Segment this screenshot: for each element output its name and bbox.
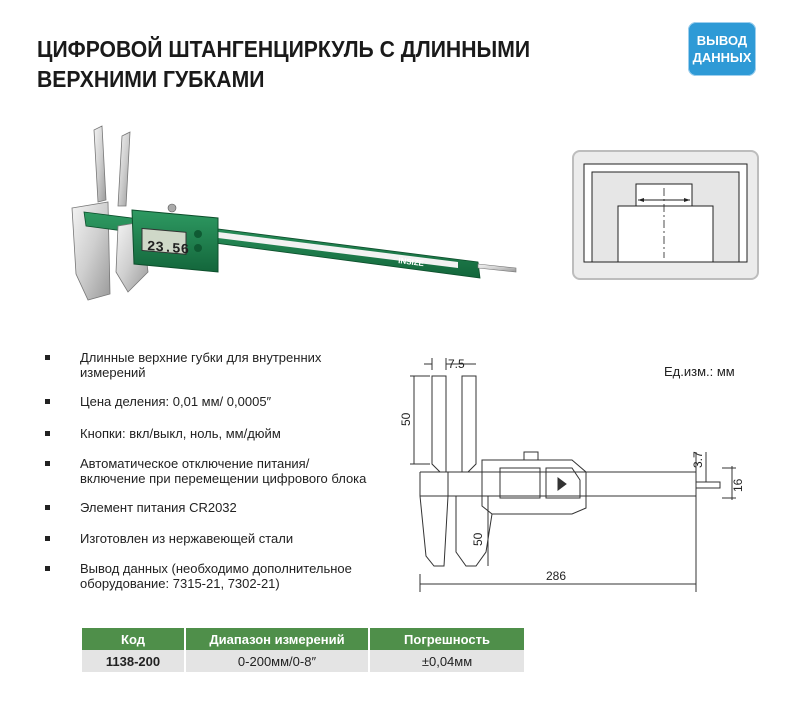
spec-table — [82, 628, 524, 672]
feature-text: измерений — [80, 365, 146, 380]
feature-item — [42, 456, 402, 486]
feature-text: Изготовлен из нержавеющей стали — [80, 531, 294, 546]
page-title — [37, 34, 607, 94]
table-row — [82, 650, 524, 672]
feature-text: Цена деления: 0,01 мм/ 0,0005″ — [80, 394, 272, 409]
caliper-photo — [68, 122, 528, 312]
bullet-icon — [45, 536, 50, 541]
bullet-icon — [45, 355, 50, 360]
cell-range: 0-200мм/0-8″ — [185, 650, 369, 672]
badge-line-2: ДАННЫХ — [692, 50, 752, 65]
dim-beam-width: 16 — [731, 478, 745, 492]
units-label: Ед.изм.: мм — [664, 364, 735, 379]
feature-text: Длинные верхние губки для внутренних — [80, 350, 322, 365]
feature-item — [42, 426, 402, 441]
badge-line-1: ВЫВОД — [696, 33, 748, 48]
display-reading: 23.56 — [147, 238, 189, 259]
dim-upper-jaw: 50 — [399, 412, 413, 426]
bullet-icon — [45, 399, 50, 404]
bullet-icon — [45, 461, 50, 466]
dim-total-length: 286 — [546, 569, 567, 583]
header-range: Диапазон измерений — [185, 628, 369, 650]
feature-text: Кнопки: вкл/выкл, ноль, мм/дюйм — [80, 426, 281, 441]
inner-jaw-diagram — [574, 152, 757, 278]
feature-item — [42, 561, 402, 591]
title-line-2: ВЕРХНИМИ ГУБКАМИ — [37, 66, 265, 92]
feature-list — [42, 350, 402, 591]
table-header-row — [82, 628, 524, 650]
bullet-icon — [45, 431, 50, 436]
dim-depth-rod: 3.7 — [691, 451, 705, 468]
dim-jaw-width: 7.5 — [448, 357, 465, 371]
feature-item — [42, 500, 402, 515]
feature-text: Вывод данных (необходимо дополнительное — [80, 561, 352, 576]
feature-item — [42, 531, 402, 546]
bullet-icon — [45, 566, 50, 571]
brand-logo: INSIZE — [397, 256, 425, 269]
feature-text: Элемент питания CR2032 — [80, 500, 237, 515]
cell-accuracy: ±0,04мм — [369, 650, 524, 672]
feature-item — [42, 350, 402, 380]
header-code: Код — [82, 628, 185, 650]
dim-lower-jaw: 50 — [471, 532, 485, 546]
cell-code: 1138-200 — [82, 650, 185, 672]
header-accuracy: Погрешность — [369, 628, 524, 650]
bullet-icon — [45, 505, 50, 510]
feature-text: Автоматическое отключение питания/ — [80, 456, 310, 471]
feature-text: оборудование: 7315-21, 7302-21) — [80, 576, 280, 591]
feature-text: включение при перемещении цифрового блока — [80, 471, 367, 486]
inner-measurement-illustration — [572, 150, 759, 280]
feature-item — [42, 394, 402, 409]
title-line-1: ЦИФРОВОЙ ШТАНГЕНЦИРКУЛЬ С ДЛИННЫМИ — [37, 36, 531, 62]
dimension-drawing — [396, 356, 756, 596]
data-output-badge — [688, 22, 756, 76]
